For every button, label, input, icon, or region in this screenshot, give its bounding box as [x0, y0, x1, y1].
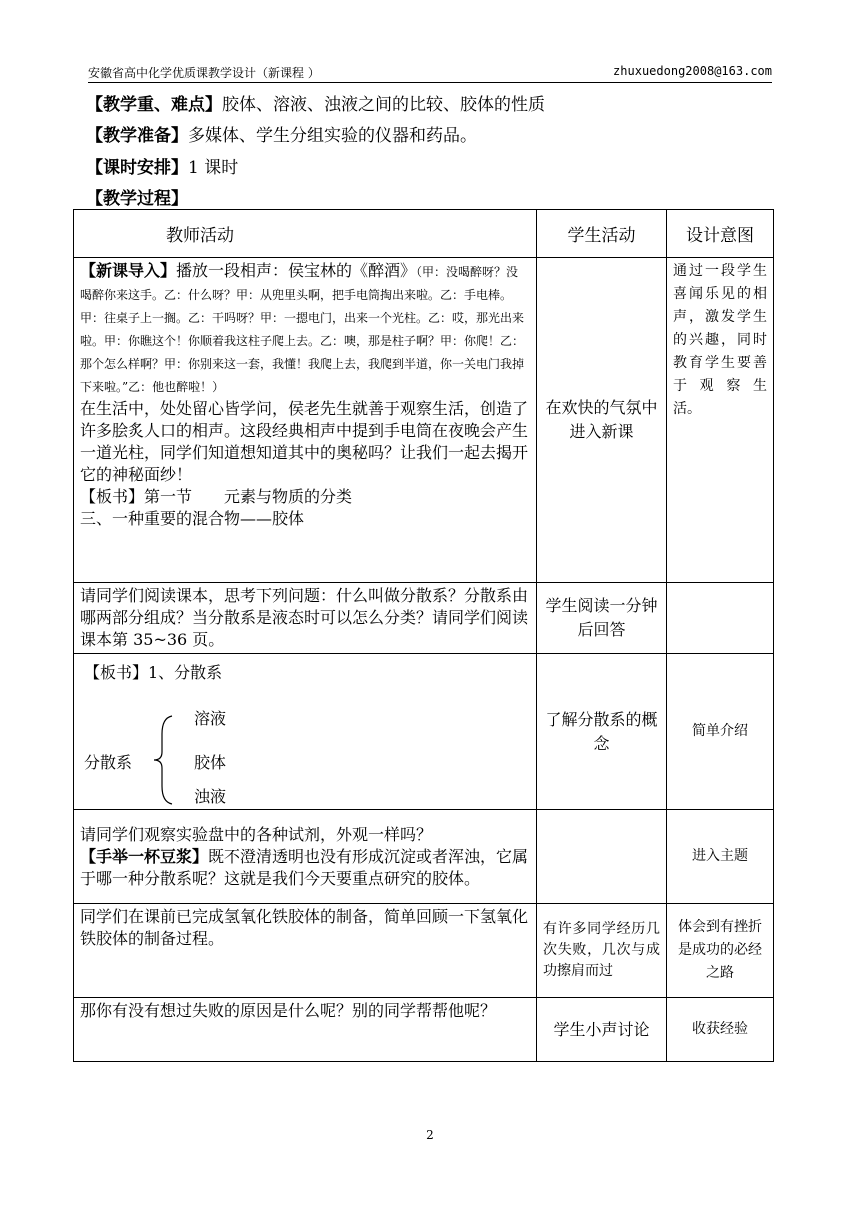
- brace-icon: [150, 714, 178, 806]
- intro-label: 【新课导入】: [80, 261, 177, 280]
- teacher-activity-cell: [74, 810, 537, 904]
- intro-text: [80, 260, 530, 398]
- teacher-activity-cell: [74, 654, 537, 810]
- student-activity-cell: [537, 810, 667, 904]
- lesson-plan-table: [73, 209, 774, 1062]
- board-note: 【板书】1、分散系: [84, 663, 223, 682]
- heading-label: 【教学重、难点】: [86, 95, 222, 115]
- soy-milk-text: [80, 846, 530, 890]
- heading-process: [86, 184, 188, 209]
- teacher-activity-cell: [74, 258, 537, 583]
- heading-key-points: [86, 90, 545, 115]
- crosstalk-script: （甲：没喝醉呀？没喝醉你来这手。乙：什么呀？甲：从兜里头啊，把手电筒掏出来啦。乙：手电棒。甲：往桌子上一搁。乙：干吗呀？甲：一摁电门，出来一个光柱。乙：哎，那光出来啦。甲：你瞧这个！你顺着我这柱子爬上去。乙：噢，那是柱子啊？甲：你爬！乙：那个怎么样啊？甲：你别来这一套，我懂！我爬上去，我爬到半道，你一关电门我掉下来啦。”乙：他也醉啦！）: [80, 265, 525, 394]
- table-row: [74, 904, 774, 998]
- table-row: [74, 810, 774, 904]
- heading-text: 胶体、溶液、浊液之间的比较、胶体的性质: [222, 95, 545, 115]
- soy-milk-label: 【手举一杯豆浆】: [80, 846, 209, 866]
- design-intent-cell: 通过一段学生喜闻乐见的相声，激发学生的兴趣，同时教育学生要善于 观 察 生活。: [667, 258, 774, 583]
- diagram-item: 溶液: [194, 709, 227, 728]
- diagram-root: 分散系: [84, 753, 133, 772]
- heading-text: 1 课时: [188, 158, 239, 178]
- header-design-intent: 设计意图: [667, 210, 774, 258]
- board-note: 【板书】第一节 元素与物质的分类: [80, 487, 353, 506]
- table-row: [74, 998, 774, 1062]
- table-header-row: [74, 210, 774, 258]
- teacher-activity-cell: 请同学们阅读课本，思考下列问题：什么叫做分散系？分散系由哪两部分组成？当分散系是液态时可以怎么分类？请同学们阅读课本第 35~36 页。: [74, 583, 537, 654]
- teacher-activity-cell: 同学们在课前已完成氢氧化铁胶体的制备，简单回顾一下氢氧化铁胶体的制备过程。: [74, 904, 537, 998]
- design-intent-cell: 体会到有挫折是成功的必经之路: [667, 904, 774, 998]
- header-title: 安徽省高中化学优质课教学设计（新课程 ）: [88, 66, 320, 80]
- header-email: zhuxuedong2008@163.com: [613, 64, 772, 78]
- teacher-activity-cell: 那你有没有想过失败的原因是什么呢？别的同学帮帮他呢？: [74, 998, 537, 1062]
- table-row: [74, 654, 774, 810]
- student-activity-cell: 了解分散系的概念: [537, 654, 667, 810]
- header-teacher-activity: 教师活动: [74, 210, 537, 258]
- heading-label: 【课时安排】: [86, 158, 188, 178]
- header-student-activity: 学生活动: [537, 210, 667, 258]
- heading-text: 多媒体、学生分组实验的仪器和药品。: [188, 126, 477, 146]
- design-intent-cell: 简单介绍: [667, 654, 774, 810]
- observe-question: 请同学们观察实验盘中的各种试剂，外观一样吗？: [80, 824, 433, 844]
- design-intent-cell: 收获经验: [667, 998, 774, 1062]
- student-activity-cell: 在欢快的气氛中进入新课: [537, 258, 667, 583]
- table-row: [74, 583, 774, 654]
- heading-label: 【教学过程】: [86, 189, 188, 209]
- table-row: [74, 258, 774, 583]
- heading-preparation: [86, 121, 477, 146]
- heading-schedule: [86, 153, 238, 178]
- board-note-topic: 三、一种重要的混合物——胶体: [80, 509, 305, 528]
- diagram-item: 浊液: [194, 787, 227, 806]
- design-intent-cell: [667, 583, 774, 654]
- intro-paragraph: 在生活中，处处留心皆学问，侯老先生就善于观察生活，创造了许多脍炙人口的相声。这段经典相声中提到手电筒在夜晚会产生一道光柱，同学们知道想知道其中的奥秘吗？让我们一起去揭开它的神秘面纱！: [80, 399, 529, 484]
- diagram-item: 胶体: [194, 753, 227, 772]
- design-intent-cell: 进入主题: [667, 810, 774, 904]
- page-number: 2: [426, 1128, 434, 1142]
- student-activity-cell: 有许多同学经历几次失败，几次与成功擦肩而过: [537, 904, 667, 998]
- student-activity-cell: 学生阅读一分钟后回答: [537, 583, 667, 654]
- header-divider: [88, 82, 772, 83]
- dispersion-diagram: [80, 656, 530, 806]
- soy-milk-rest: 既不澄清透明也没有形成沉淀或者浑浊，它属于哪一种分散系呢？这就是我们今天要重点研究的胶体。: [80, 846, 529, 888]
- intro-main: 播放一段相声：侯宝林的《醉酒》: [176, 261, 417, 280]
- heading-label: 【教学准备】: [86, 126, 188, 146]
- student-activity-cell: 学生小声讨论: [537, 998, 667, 1062]
